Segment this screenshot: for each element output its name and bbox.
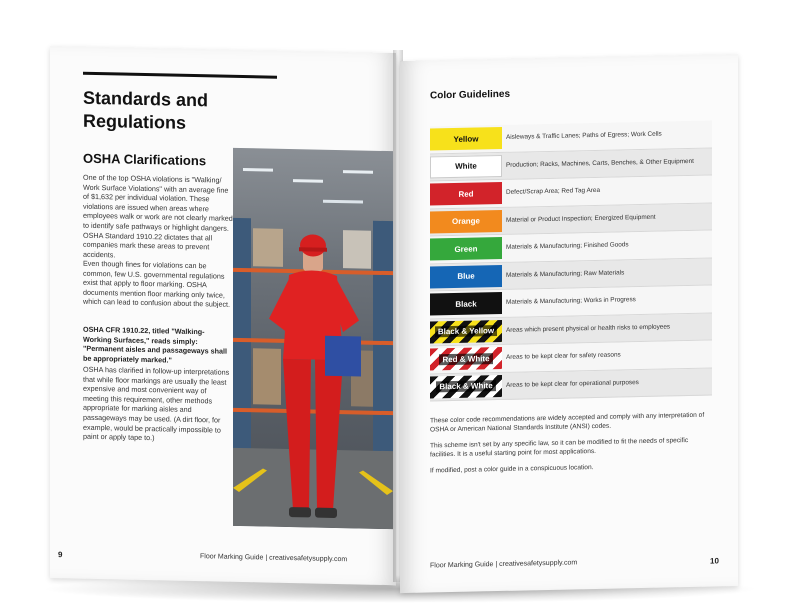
section-heading: OSHA Clarifications xyxy=(83,150,207,169)
color-swatch xyxy=(430,237,502,261)
page-footer: Floor Marking Guide | creativesafetysupply.com xyxy=(200,553,348,564)
color-swatch xyxy=(430,265,502,289)
note-2: This scheme isn't set by any specific law, so it can be modified to fit the needs of specific facilities. It is a useful starting point for most applications. xyxy=(430,437,689,459)
color-label: Red xyxy=(458,189,474,199)
color-swatch xyxy=(430,155,502,179)
page-number: 10 xyxy=(710,556,719,566)
title-rule xyxy=(83,72,277,79)
color-label: Yellow xyxy=(453,134,479,144)
color-label: Red & White xyxy=(439,353,492,365)
paragraph-4: OSHA has clarified in follow-up interpretations that while floor markings are usually the least expensive and most convenient way of meeting this requirement, other methods appropriate for marking aisles and passageways may be used. (A dirt floor, for example, would be practically impossible to paint or apply tape to.) xyxy=(83,364,230,443)
color-description: Areas to be kept clear for safety reasons xyxy=(506,351,621,362)
color-label: Green xyxy=(454,244,478,254)
color-guidelines-heading: Color Guidelines xyxy=(430,88,511,102)
color-description: Defect/Scrap Area; Red Tag Area xyxy=(506,187,601,197)
color-guide-table xyxy=(430,121,712,402)
page-number: 9 xyxy=(58,550,63,560)
right-page xyxy=(400,54,738,593)
color-row xyxy=(430,368,712,401)
color-label: Orange xyxy=(451,216,480,227)
color-description: Production; Racks, Machines, Carts, Benches, & Other Equipment xyxy=(506,157,694,169)
note-3: If modified, post a color guide in a conspicuous location. xyxy=(430,464,594,475)
color-swatch xyxy=(430,320,502,344)
paragraph-2: Even though fines for violations can be common, few U.S. governmental regulations exist that apply to floor marking. OSHA documents mention floor marking only twice, which can lead to confusion about the subject. xyxy=(83,258,231,310)
paragraph-3: OSHA CFR 1910.22, titled "Walking-Working Surfaces," reads simply: "Permanent aisles and passageways shall be appropriately marked." xyxy=(83,324,228,365)
title-line-2: Regulations xyxy=(83,110,187,133)
warehouse-worker-image xyxy=(233,148,393,529)
notes xyxy=(430,411,712,483)
page-title xyxy=(83,87,283,137)
note-1: These color code recommendations are widely accepted and comply with any interpretation of OSHA or American National Standards Institute (ANSI) codes. xyxy=(430,411,705,434)
color-description: Materials & Manufacturing; Works in Progress xyxy=(506,296,636,307)
worker-photo xyxy=(233,148,393,529)
color-description: Material or Product Inspection; Energized Equipment xyxy=(506,213,656,224)
color-swatch xyxy=(430,375,502,399)
color-swatch xyxy=(430,182,502,206)
color-swatch xyxy=(430,347,502,371)
title-line-1: Standards and xyxy=(83,87,209,111)
color-swatch xyxy=(430,210,502,234)
color-description: Materials & Manufacturing; Raw Materials xyxy=(506,269,625,279)
color-label: Blue xyxy=(457,271,475,282)
left-page xyxy=(50,46,396,585)
color-description: Aisleways & Traffic Lanes; Paths of Egress; Work Cells xyxy=(506,130,662,142)
color-swatch xyxy=(430,292,502,316)
color-swatch xyxy=(430,127,502,151)
page-footer: Floor Marking Guide | creativesafetysupply.com xyxy=(430,559,578,570)
color-description: Materials & Manufacturing; Finished Goods xyxy=(506,241,629,252)
color-label: Black & Yellow xyxy=(435,325,497,337)
color-label: White xyxy=(455,161,477,172)
color-description: Areas to be kept clear for operational purposes xyxy=(506,378,639,389)
paragraph-1: One of the top OSHA violations is "Walking/ Work Surface Violations" with an average fine of $1,632 per individual violation. These violations are issued when areas where employees walk or work are not clearly marked to identify safe pathways or highlight dangers. OSHA Standard 1910.22 dictates that all companies mark these areas to prevent accidents. xyxy=(83,172,233,260)
color-description: Areas which present physical or health risks to employees xyxy=(506,323,671,334)
color-label: Black xyxy=(455,299,477,309)
color-label: Black & White xyxy=(436,380,495,392)
